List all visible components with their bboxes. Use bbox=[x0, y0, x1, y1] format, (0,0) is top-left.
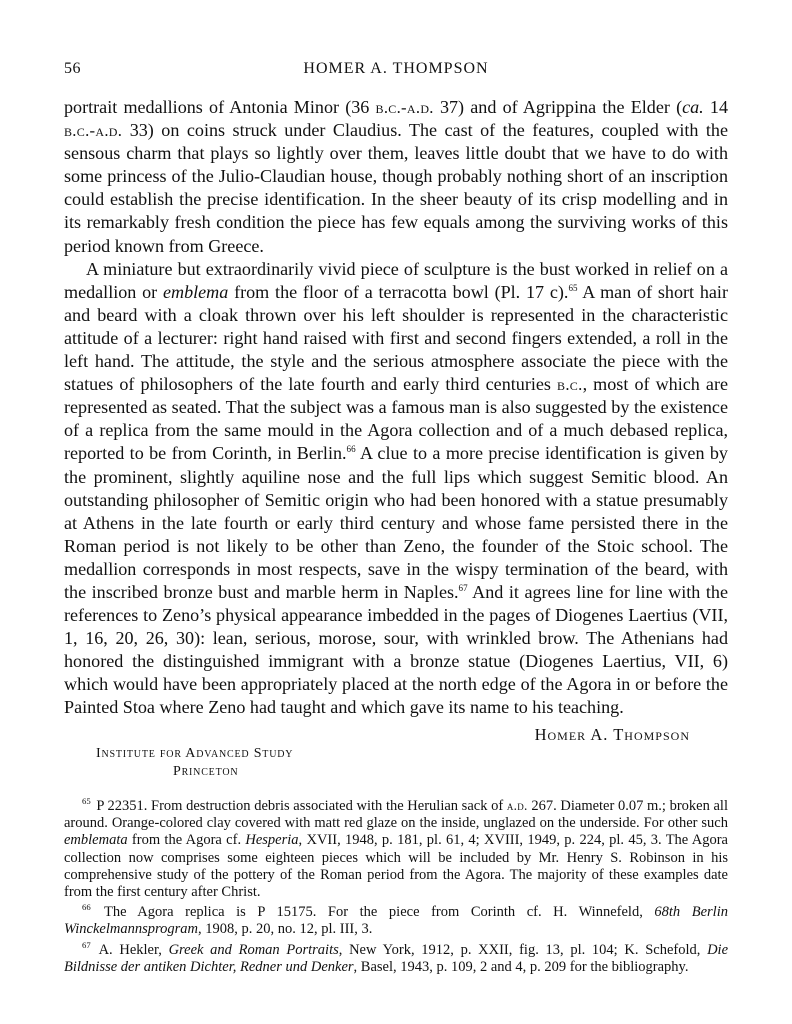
footnote-ref-65: 65 bbox=[568, 282, 578, 293]
affiliation-city: Princeton bbox=[173, 764, 239, 779]
footnote-66: $^{66}$ The Agora replica is P 15175. For the piece from Corinth cf. H. Winnefeld, 68th Berlin Winckelmannsprogram, 1908, p. 20, no. 12, pl. III, 3. bbox=[64, 902, 728, 938]
paragraph-2: A miniature but extraordinarily vivid piece of sculpture is the bust worked in relief on a medallion or emblema from the floor of a terracotta bowl (Pl. 17 c).$^{65}$ A man of short hair and beard with a cloak thrown over his left shoulder is represented in the characteristic attitude of a lecturer: right hand raised with first and second fingers extended, a roll in the left hand. The attitude, the style and the serious atmosphere associate the piece with the statues of philosophers of the late fourth and early third centuries b.c., most of which are represented as seated. That the subject was a famous man is also suggested by the existence of a replica from the same mould in the Agora collection and of a much debased replica, reported to be from Corinth, in Berlin.$^{66}$ A clue to a more precise identification is given by the prominent, slightly aquiline nose and the full lips which suggest Semitic blood. An outstanding philosopher of Semitic origin who had been honored with a statue presumably at Athens in the late fourth or early third century and whose fame persisted there in the Roman period is not likely to be other than Zeno, the founder of the Stoic school. The medallion corresponds in most respects, save in the wispy termination of the beard, with the inscribed bronze bust and marble herm in Naples.$^{67}$ And it agrees line for line with the references to Zeno’s physical appearance imbedded in the pages of Diogenes Laertius (VII, 1, 16, 20, 26, 30): lean, serious, morose, sour, with wrinkled brow. The Athenians had honored the distinguished immigrant with a bronze statue (Diogenes Laertius, VII, 6) which would have been appropriately placed at the north edge of the Agora in or before the Painted Stoa where Zeno had taught and which gave its name to his teaching. bbox=[64, 258, 729, 718]
footnotes bbox=[64, 797, 728, 979]
footnote-ref-66: 66 bbox=[346, 444, 356, 455]
running-head bbox=[64, 60, 728, 82]
page-number: 56 bbox=[64, 60, 81, 77]
footnote-65: $^{65}$ P 22351. From destruction debris associated with the Herulian sack of a.d. 267. Diameter 0.07 m.; broken all around. Orange-colored clay covered with matt red glaze on the inside, unglazed on the underside. For other such emblemata from the Agora cf. Hesperia, XVII, 1948, p. 181, pl. 61, 4; XVIII, 1949, p. 224, pl. 45, 3. The Agora collection now comprises some eighteen pieces which will be included by Mr. Henry S. Robinson in his comprehensive study of the pottery of the Roman period from the Agora. The majority of these examples date from the first century after Christ. bbox=[64, 796, 728, 901]
footnote-ref-67: 67 bbox=[458, 582, 468, 593]
affiliation-institute: Institute for Advanced Study bbox=[96, 746, 294, 761]
footnote-67: $^{67}$ A. Hekler, Greek and Roman Portraits, New York, 1912, p. XXII, fig. 13, pl. 104; K. Schefold, Die Bildnisse der antiken Dichter, Redner und Denker, Basel, 1943, p. 109, 2 and 4, p. 209 for the bibliography. bbox=[64, 939, 728, 975]
paragraph-1: portrait medallions of Antonia Minor (36 b.c.-a.d. 37) and of Agrippina the Elder (ca. 14 b.c.-a.d. 33) on coins struck under Claudius. The cast of the features, coupled with the sensous charm that plays so lightly over them, leaves little doubt that we have to do with some princess of the Julio-Claudian house, though probably nothing short of an inscription could establish the precise identification. In the sheer beauty of its crisp modelling and in its remarkably fresh condition the piece has few equals among the surviving works of this period known from Greece. bbox=[64, 97, 729, 256]
running-title: HOMER A. THOMPSON bbox=[303, 60, 489, 77]
body-text bbox=[64, 96, 728, 720]
author-signature: Homer A. Thompson bbox=[534, 725, 690, 744]
author-affiliation bbox=[96, 745, 293, 781]
